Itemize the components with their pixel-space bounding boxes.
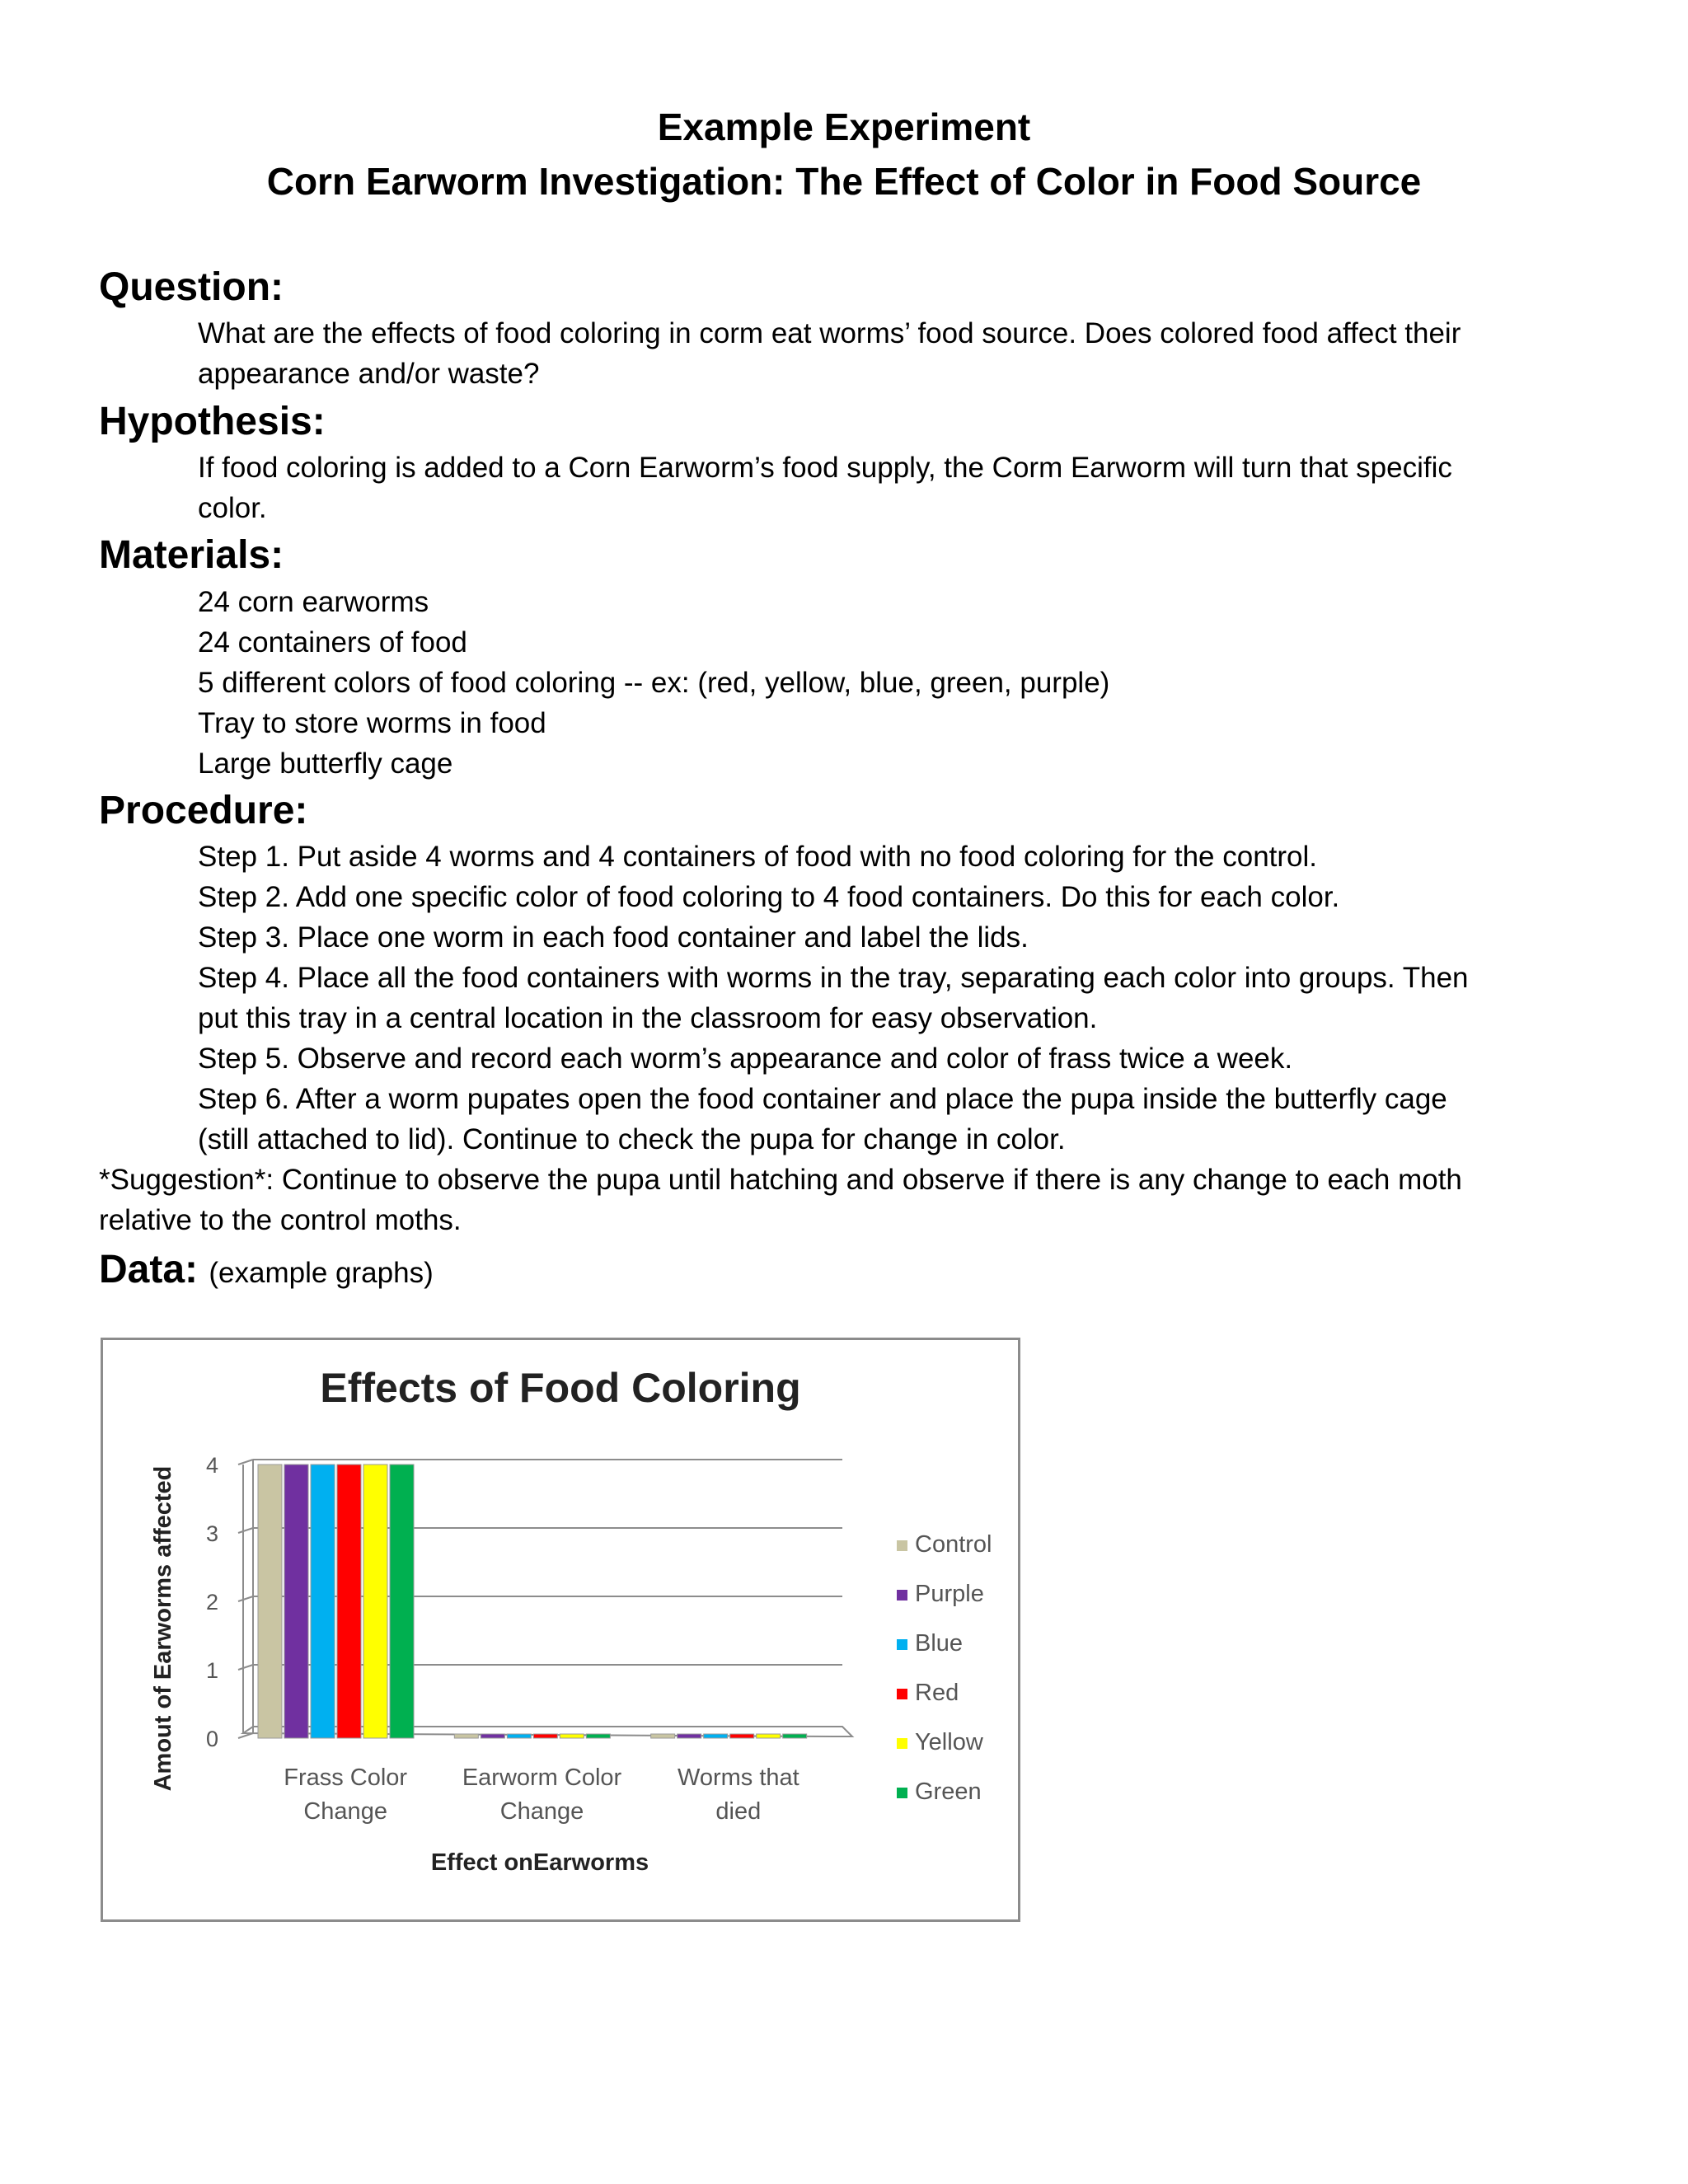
bar-yellow — [363, 1465, 387, 1738]
procedure-step: Step 5. Observe and record each worm’s appearance and color of frass twice a week. — [198, 1043, 1293, 1075]
x-axis-label: Effect onEarworms — [430, 1849, 649, 1876]
bar-yellow — [757, 1734, 781, 1738]
procedure-step: Step 3. Place one worm in each food container and label the lids. — [198, 921, 1029, 954]
legend-swatch-control — [897, 1540, 907, 1551]
data-heading-label: Data: — [99, 1248, 199, 1291]
materials-heading: Materials: — [99, 533, 284, 577]
y-tick-label: 1 — [205, 1658, 218, 1683]
document-subtitle: Corn Earworm Investigation: The Effect of Color in Food Source — [266, 160, 1422, 203]
bar-purple — [481, 1734, 504, 1738]
legend-label-control: Control — [915, 1531, 992, 1558]
legend-swatch-red — [897, 1689, 907, 1699]
materials-item: 24 corn earworms — [198, 586, 429, 618]
suggestion-text: *Suggestion*: Continue to observe the pupa until hatching and observe if there is any change to each moth — [99, 1164, 1462, 1196]
bar-control — [258, 1465, 282, 1738]
y-tick-mark — [238, 1460, 253, 1465]
bar-blue — [507, 1734, 531, 1738]
x-tick-label: Worms that — [677, 1765, 799, 1791]
y-tick-label: 4 — [205, 1453, 218, 1478]
procedure-step: Step 6. After a worm pupates open the food container and place the pupa inside the butterfly cage — [198, 1083, 1447, 1115]
legend-swatch-yellow — [897, 1738, 907, 1749]
bar-blue — [704, 1734, 728, 1738]
hypothesis-text: If food coloring is added to a Corn Earworm’s food supply, the Corm Earworm will turn that specific — [198, 452, 1452, 484]
bar-green — [783, 1734, 807, 1738]
question-heading: Question: — [99, 265, 284, 309]
question-text: What are the effects of food coloring in corm eat worms’ food source. Does colored food affect their — [198, 317, 1461, 349]
procedure-heading: Procedure: — [99, 789, 308, 832]
bar-blue — [311, 1465, 335, 1738]
procedure-step: (still attached to lid). Continue to check the pupa for change in color. — [198, 1123, 1066, 1155]
x-tick-label: Earworm Color — [462, 1765, 622, 1791]
y-axis-label: Amout of Earworms affected — [150, 1465, 176, 1792]
procedure-step: Step 2. Add one specific color of food coloring to 4 food containers. Do this for each color. — [198, 881, 1340, 913]
legend-label-yellow: Yellow — [915, 1729, 983, 1755]
x-tick-label: Change — [303, 1798, 387, 1825]
y-tick-label: 2 — [205, 1590, 218, 1615]
y-tick-label: 3 — [205, 1521, 218, 1546]
bar-red — [730, 1734, 754, 1738]
y-tick-label: 0 — [205, 1727, 218, 1751]
materials-item: Tray to store worms in food — [198, 707, 546, 739]
hypothesis-text: color. — [198, 492, 267, 524]
procedure-step: put this tray in a central location in the classroom for easy observation. — [198, 1002, 1098, 1034]
question-text: appearance and/or waste? — [198, 358, 540, 390]
bar-purple — [678, 1734, 701, 1738]
bar-chart — [101, 1338, 1020, 1922]
bar-control — [454, 1734, 478, 1738]
suggestion-text: relative to the control moths. — [99, 1204, 462, 1236]
bar-red — [533, 1734, 557, 1738]
bar-green — [390, 1465, 414, 1738]
legend-swatch-green — [897, 1788, 907, 1798]
chart-canvas — [103, 1340, 1018, 1919]
y-tick-mark — [238, 1665, 253, 1670]
hypothesis-heading: Hypothesis: — [99, 400, 326, 443]
bar-control — [651, 1734, 675, 1738]
x-tick-label: Change — [499, 1798, 584, 1825]
bar-purple — [284, 1465, 308, 1738]
bar-yellow — [560, 1734, 584, 1738]
document-title: Example Experiment — [657, 105, 1031, 148]
y-tick-mark — [238, 1528, 253, 1533]
bar-red — [337, 1465, 361, 1738]
x-tick-label: died — [715, 1798, 762, 1825]
legend-label-blue: Blue — [915, 1630, 964, 1657]
legend-label-purple: Purple — [915, 1581, 984, 1607]
legend-swatch-purple — [897, 1590, 907, 1601]
legend-label-green: Green — [915, 1779, 982, 1805]
materials-item: 5 different colors of food coloring -- ex: (red, yellow, blue, green, purple) — [198, 667, 1110, 699]
bar-green — [586, 1734, 610, 1738]
materials-item: 24 containers of food — [198, 626, 467, 658]
x-tick-label: Frass Color — [284, 1765, 408, 1791]
procedure-step: Step 4. Place all the food containers with worms in the tray, separating each color into groups. Then — [198, 962, 1469, 994]
chart-title: Effects of Food Coloring — [320, 1365, 801, 1411]
materials-item: Large butterfly cage — [198, 748, 453, 780]
legend-swatch-blue — [897, 1639, 907, 1650]
y-tick-mark — [238, 1596, 253, 1601]
legend-label-red: Red — [915, 1680, 959, 1706]
procedure-step: Step 1. Put aside 4 worms and 4 containers of food with no food coloring for the control. — [198, 841, 1318, 873]
data-heading-note: (example graphs) — [209, 1257, 434, 1289]
data-heading — [99, 1244, 434, 1299]
